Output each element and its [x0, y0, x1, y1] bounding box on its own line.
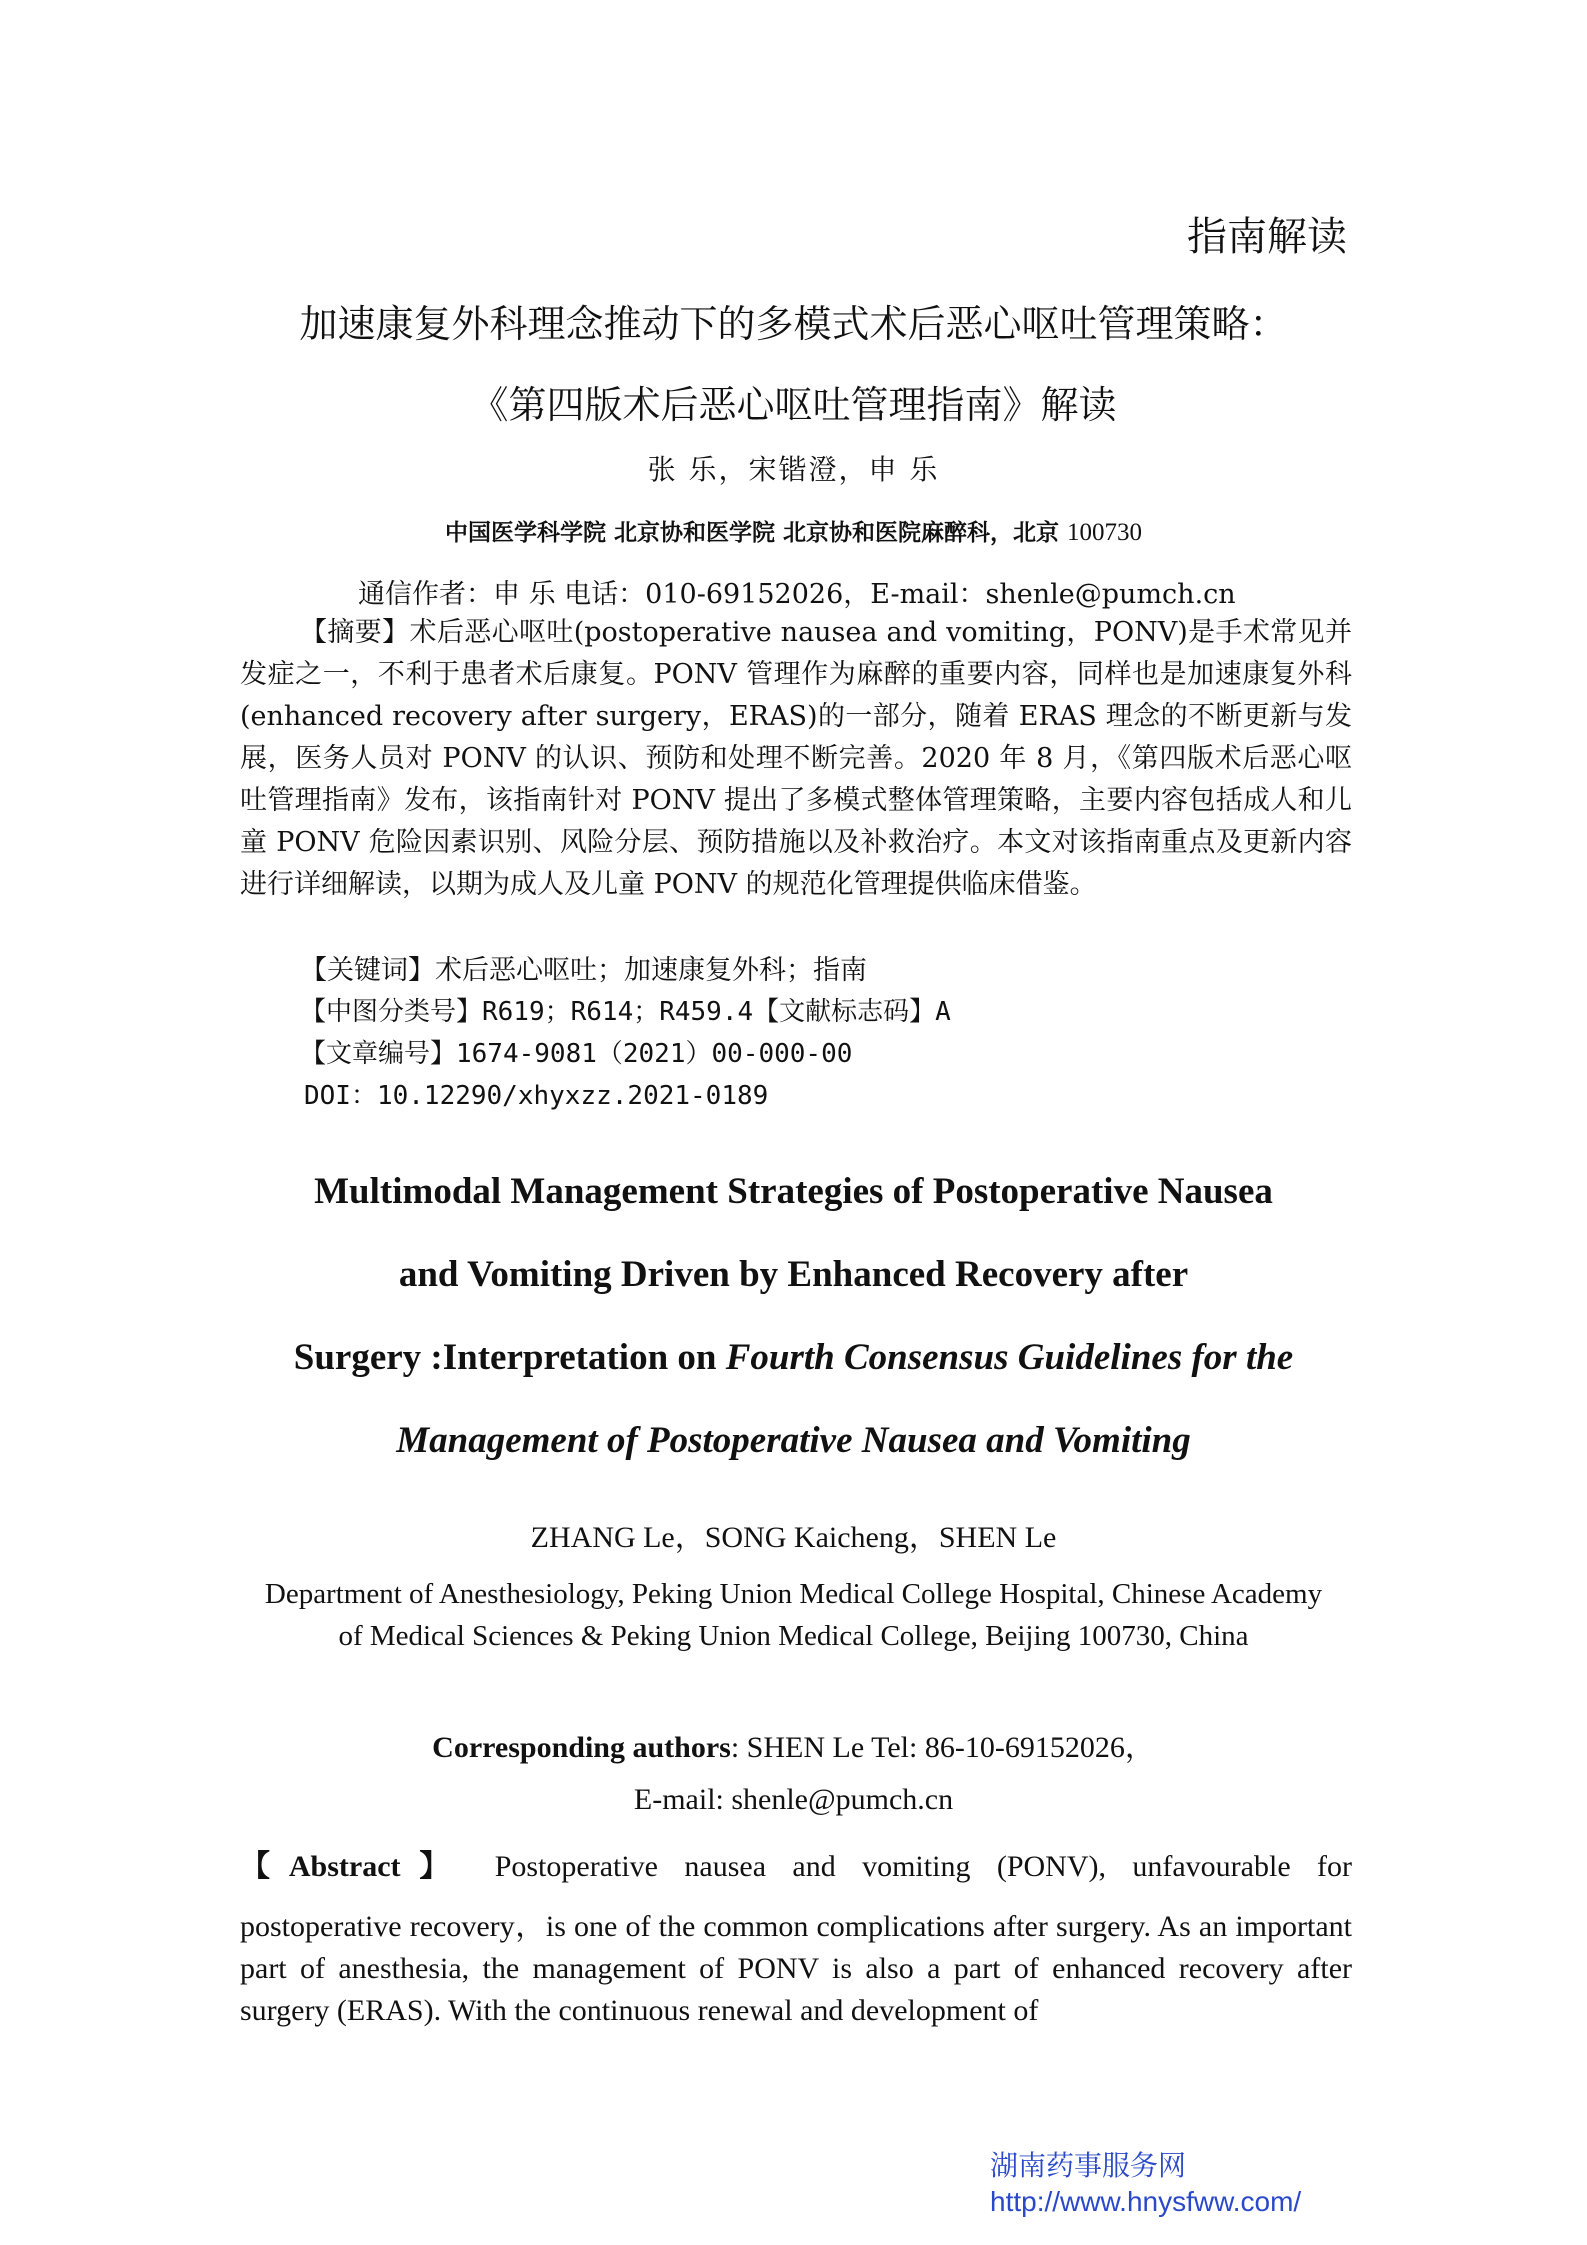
footer-site-name: 湖南药事服务网	[990, 2149, 1187, 2182]
cn-abstract-text: 术后恶心呕吐(postoperative nausea and vomiting，PONV)是手术常见并发症之一，不利于患者术后康复。PONV 管理作为麻醉的重要内容，同样也是加速康复外科(enhanced recovery after surgery，ERAS)的一部分，随着 ERAS 理念的不断更新与发展，医务人员对 PONV 的认识、预防和处理不断完善。2020 年 8 月，《第四版术后恶心呕吐管理指南》发布，该指南针对 PONV 提出了多模式整体管理策略，主要内容包括成人和儿童 PONV 危险因素识别、风险分层、预防措施以及补救治疗。本文对该指南重点及更新内容进行详细解读，以期为成人及儿童 PONV 的规范化管理提供临床借鉴。	[240, 617, 1352, 900]
cn-abstract-label: 【摘要】	[300, 617, 410, 648]
en-correspondence-label: Corresponding authors	[432, 1731, 731, 1764]
en-authors: ZHANG Le，SONG Kaicheng，SHEN Le	[530, 1521, 1057, 1554]
en-abstract-lead-line	[240, 1846, 1352, 1888]
cn-title-line-2: 《第四版术后恶心呕吐管理指南》解读	[470, 383, 1117, 427]
doi-line: DOI：10.12290/xhyxzz.2021-0189	[304, 1081, 769, 1111]
en-abstract-lead: Postoperative nausea and vomiting (PONV), unfavourable for	[468, 1850, 1353, 1883]
en-correspondence	[0, 1722, 1587, 1766]
en-correspondence-text: : SHEN Le Tel: 86-10-69152026，	[730, 1731, 1155, 1764]
en-title-line-4: Management of Postoperative Nausea and Vomiting	[396, 1420, 1191, 1461]
cn-abstract	[240, 612, 1352, 906]
en-abstract-text: postoperative recovery，is one of the common complications after surgery. As an important part of anesthesia, the management of PONV is also a part of enhanced recovery after surgery (ERAS). With the continuous renewal and development of	[240, 1910, 1352, 2027]
en-title-line-3	[0, 1336, 1587, 1379]
en-title-line-1: Multimodal Management Strategies of Postoperative Nausea	[314, 1171, 1273, 1212]
en-title-line-3-italic: Fourth Consensus Guidelines for the	[725, 1337, 1294, 1378]
en-title-line-2: and Vomiting Driven by Enhanced Recovery after	[398, 1254, 1189, 1295]
section-tag: 指南解读	[1187, 214, 1347, 260]
keywords-line: 【关键词】术后恶心呕吐；加速康复外科；指南	[300, 955, 867, 986]
en-abstract-label: 【Abstract】	[240, 1850, 469, 1883]
cn-affiliation	[0, 514, 1587, 547]
cn-authors: 张 乐，宋锴澄，申 乐	[647, 453, 940, 486]
footer-site-url-link[interactable]: http://www.hnysfww.com/	[990, 2186, 1302, 2217]
cn-correspondence: 通信作者：申 乐 电话：010-69152026，E-mail：shenle@pumch.cn	[358, 579, 1236, 610]
cn-affiliation-text: 中国医学科学院 北京协和医学院 北京协和医院麻醉科，北京	[444, 520, 1059, 546]
classification-line: 【中图分类号】R619；R614；R459.4【文献标志码】A	[300, 997, 951, 1027]
en-affiliation: Department of Anesthesiology, Peking Union Medical College Hospital, Chinese Academy of Medical Sciences & Peking Union Medical College, Beijing 100730, China	[264, 1578, 1323, 1652]
cn-title-line-1: 加速康复外科理念推动下的多模式术后恶心呕吐管理策略：	[299, 302, 1288, 346]
article-number-line: 【文章编号】1674-9081（2021）00-000-00	[300, 1039, 853, 1069]
en-abstract	[240, 1846, 1352, 2032]
en-title-line-3-plain: Surgery :Interpretation on	[293, 1337, 726, 1378]
footer-watermark	[990, 2148, 1301, 2220]
en-email: E-mail: shenle@pumch.cn	[633, 1783, 954, 1816]
cn-affiliation-zip: 100730	[1067, 519, 1143, 546]
